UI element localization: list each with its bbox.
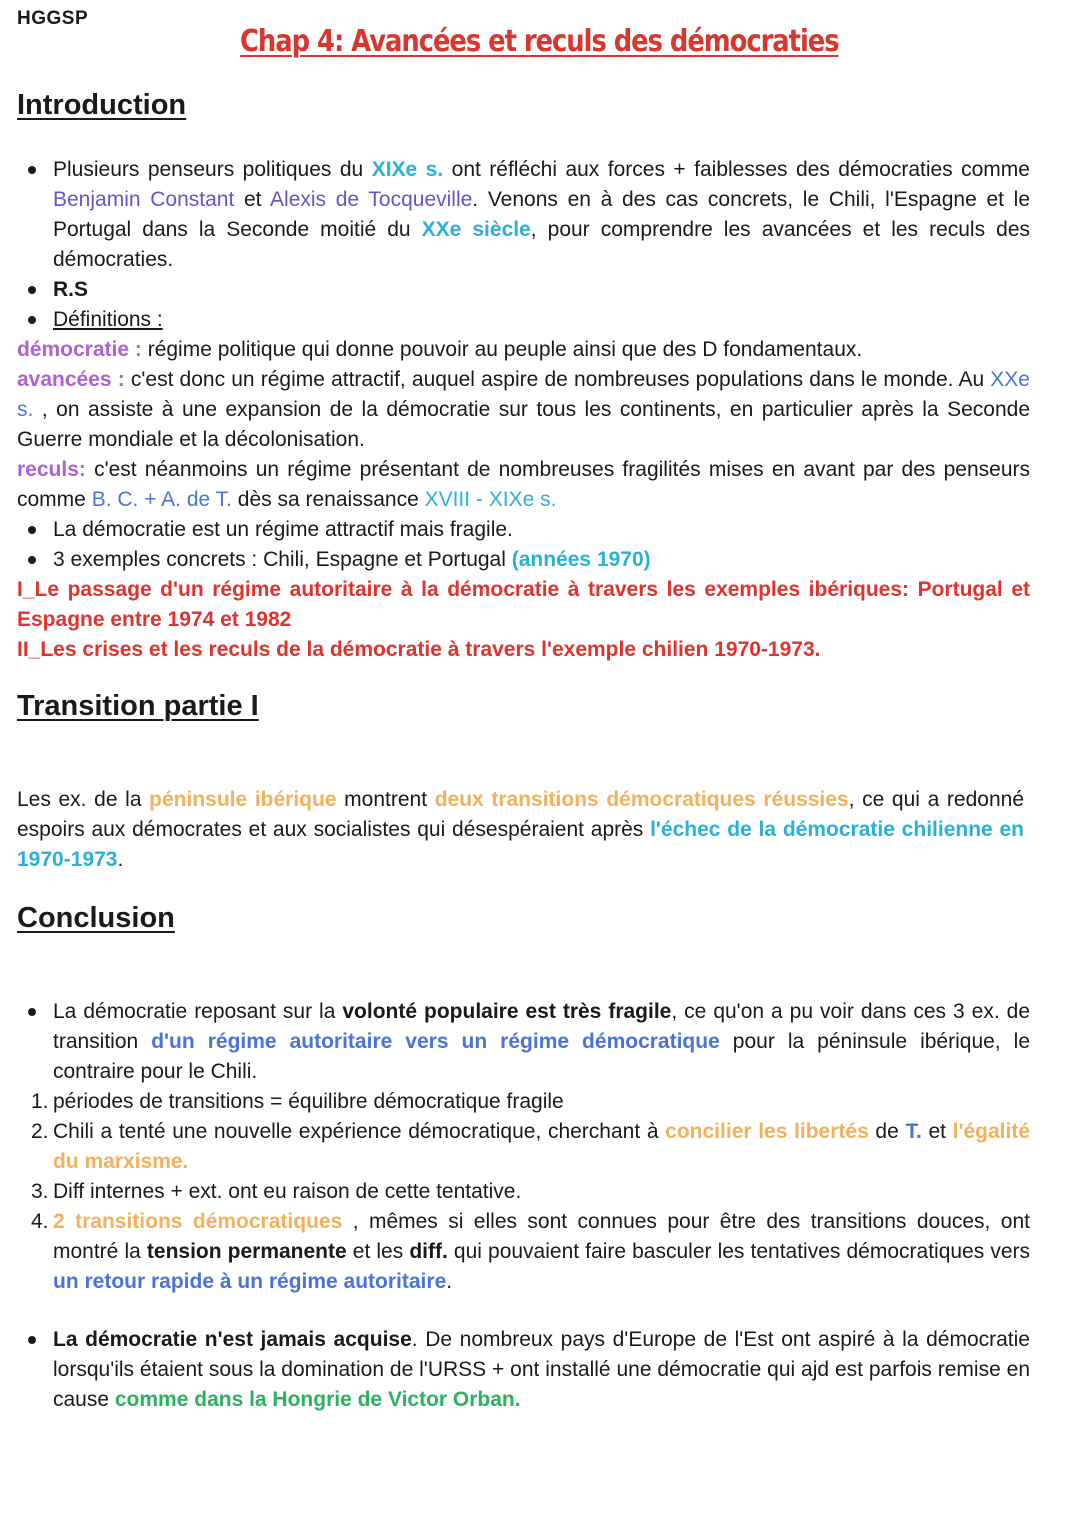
conclusion-bullet-never-acquired: La démocratie n'est jamais acquise. De nombreux pays d'Europe de l'Est ont aspiré à la démocratie lorsqu'ils étaient sous la domination de l'URSS + ont installé une démocratie qui ajd est parfois remise en cause comme dans la Hongrie de Victor Orban. <box>17 1325 1030 1415</box>
intro-bullet-thinkers: Plusieurs penseurs politiques du XIXe s. ont réfléchi aux forces + faiblesses des démocraties comme Benjamin Constant et Alexis de Tocqueville. Venons en à des cas concrets, le Chili, l'Espagne et le Portugal dans la Seconde moitié du XXe siècle, pour comprendre les avancées et les reculs des démocraties. <box>17 155 1030 275</box>
conclusion-item-4: 4. 2 transitions démocratiques , mêmes si elles sont connues pour être des transitions douces, ont montré la tension permanente et les diff. qui pouvaient faire basculer les tentatives démocratiques vers un retour rapide à un régime autoritaire. <box>31 1210 1031 1293</box>
introduction-section <box>17 155 1030 665</box>
definition-democratie: démocratie : régime politique qui donne pouvoir au peuple ainsi que des D fondamentaux. <box>17 338 863 361</box>
conclusion-section <box>17 997 1030 1297</box>
plan-part-1: I_Le passage d'un régime autoritaire à la démocratie à travers les exemples ibériques: Portugal et Espagne entre 1974 et 1982 <box>17 578 1030 631</box>
plan-part-2: II_Les crises et les reculs de la démocratie à travers l'exemple chilien 1970-1973. <box>17 638 821 661</box>
conclusion-bullet-fragile: La démocratie reposant sur la volonté populaire est très fragile, ce qu'on a pu voir dans ces 3 ex. de transition d'un régime autoritaire vers un régime démocratique pour la péninsule ibérique, le contraire pour le Chili. <box>17 997 1030 1087</box>
definition-avancees: avancées : c'est donc un régime attractif, auquel aspire de nombreuses populations dans le monde. Au XXe s. , on assiste à une expansion de la démocratie sur tous les continents, en particulier après la Seconde Guerre mondiale et la décolonisation. <box>17 368 1030 451</box>
transition-paragraph: Les ex. de la péninsule ibérique montrent deux transitions démocratiques réussies, ce qui a redonné espoirs aux démocrates et aux socialistes qui désespéraient après l'échec de la démocratie chilienne en 1970-1973. <box>17 788 1024 871</box>
conclusion-item-2: 2. Chili a tenté une nouvelle expérience démocratique, cherchant à concilier les libertés de T. et l'égalité du marxisme. <box>31 1120 1030 1173</box>
conclusion-item-3: 3. Diff internes + ext. ont eu raison de cette tentative. <box>31 1180 522 1203</box>
conclusion-heading: Conclusion <box>17 902 175 934</box>
intro-bullet-definitions: Définitions : <box>17 305 1030 335</box>
subject-code: HGGSP <box>17 8 89 29</box>
chapter-title: Chap 4: Avancées et reculs des démocraties <box>240 24 839 59</box>
intro-bullet-attractive: La démocratie est un régime attractif mais fragile. <box>17 515 1030 545</box>
introduction-heading: Introduction <box>17 89 187 121</box>
transition-heading: Transition partie I <box>17 690 259 722</box>
definition-reculs: reculs: c'est néanmoins un régime présentant de nombreuses fragilités mises en avant par des penseurs comme B. C. + A. de T. dès sa renaissance XVIII - XIXe s. <box>17 458 1030 511</box>
intro-bullet-rs: R.S <box>17 275 1030 305</box>
conclusion-section-2 <box>17 1325 1030 1415</box>
conclusion-item-1: 1. périodes de transitions = équilibre démocratique fragile <box>31 1090 564 1113</box>
intro-bullet-examples: 3 exemples concrets : Chili, Espagne et Portugal (années 1970) <box>17 545 1030 575</box>
